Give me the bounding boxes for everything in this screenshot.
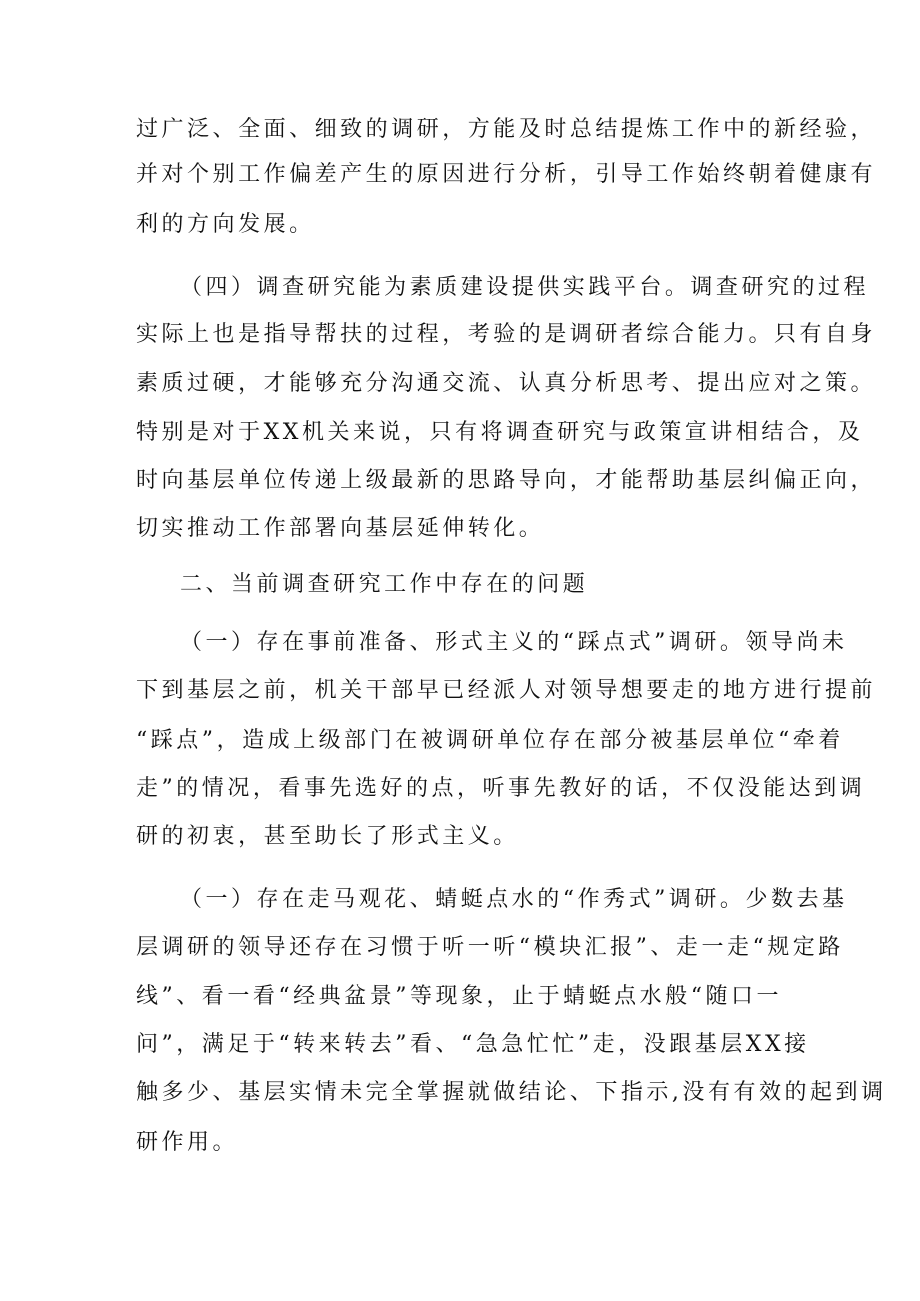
- paragraph-1-line-2: 并对个别工作偏差产生的原因进行分析，引导工作始终朝着健康有: [136, 162, 877, 187]
- paragraph-1-line-1: 过广泛、全面、细致的调研，方能及时总结提炼工作中的新经验，: [136, 117, 877, 142]
- paragraph-4-line-4: 问”，满足于“转来转去”看、“急急忙忙”走，没跟基层XX接: [136, 1032, 810, 1057]
- section-heading: 二、当前调查研究工作中存在的问题: [180, 572, 589, 597]
- paragraph-3-line-5: 研的初衷，甚至助长了形式主义。: [136, 824, 519, 849]
- paragraph-4-line-5: 触多少、基层实情未完全掌握就做结论、下指示,没有有效的起到调: [136, 1080, 887, 1105]
- paragraph-4-line-1: （一）存在走马观花、蜻蜓点水的“作秀式”调研。少数去基: [180, 887, 848, 912]
- paragraph-2-line-5: 时向基层单位传递上级最新的思路导向，才能帮助基层纠偏正向，: [136, 468, 877, 493]
- paragraph-4-line-6: 研作用。: [136, 1130, 239, 1155]
- paragraph-2-line-3: 素质过硬，才能够充分沟通交流、认真分析思考、提出应对之策。: [136, 371, 877, 396]
- paragraph-2-line-4: 特别是对于XX机关来说，只有将调查研究与政策宣讲相结合，及: [136, 420, 864, 445]
- paragraph-4-line-3: 线”、看一看“经典盆景”等现象，止于蜻蜓点水般“随口一: [136, 984, 783, 1009]
- paragraph-2-line-2: 实际上也是指导帮扶的过程，考验的是调研者综合能力。只有自身: [136, 322, 877, 347]
- paragraph-3-line-4: 走”的情况，看事先选好的点，听事先教好的话，不仅没能达到调: [136, 776, 866, 801]
- paragraph-3-line-2: 下到基层之前，机关干部早已经派人对领导想要走的地方进行提前: [136, 678, 877, 703]
- paragraph-4-line-2: 层调研的领导还存在习惯于听一听“模块汇报”、走一走“规定路: [136, 935, 844, 960]
- paragraph-3-line-1: （一）存在事前准备、形式主义的“踩点式”调研。领导尚未: [180, 630, 848, 655]
- paragraph-1-line-3: 利的方向发展。: [136, 212, 315, 237]
- paragraph-2-line-6: 切实推动工作部署向基层延伸转化。: [136, 516, 545, 541]
- paragraph-3-line-3: “踩点”，造成上级部门在被调研单位存在部分被基层单位“牵着: [136, 728, 844, 753]
- paragraph-2-line-1: （四）调查研究能为素质建设提供实践平台。调查研究的过程: [180, 275, 870, 300]
